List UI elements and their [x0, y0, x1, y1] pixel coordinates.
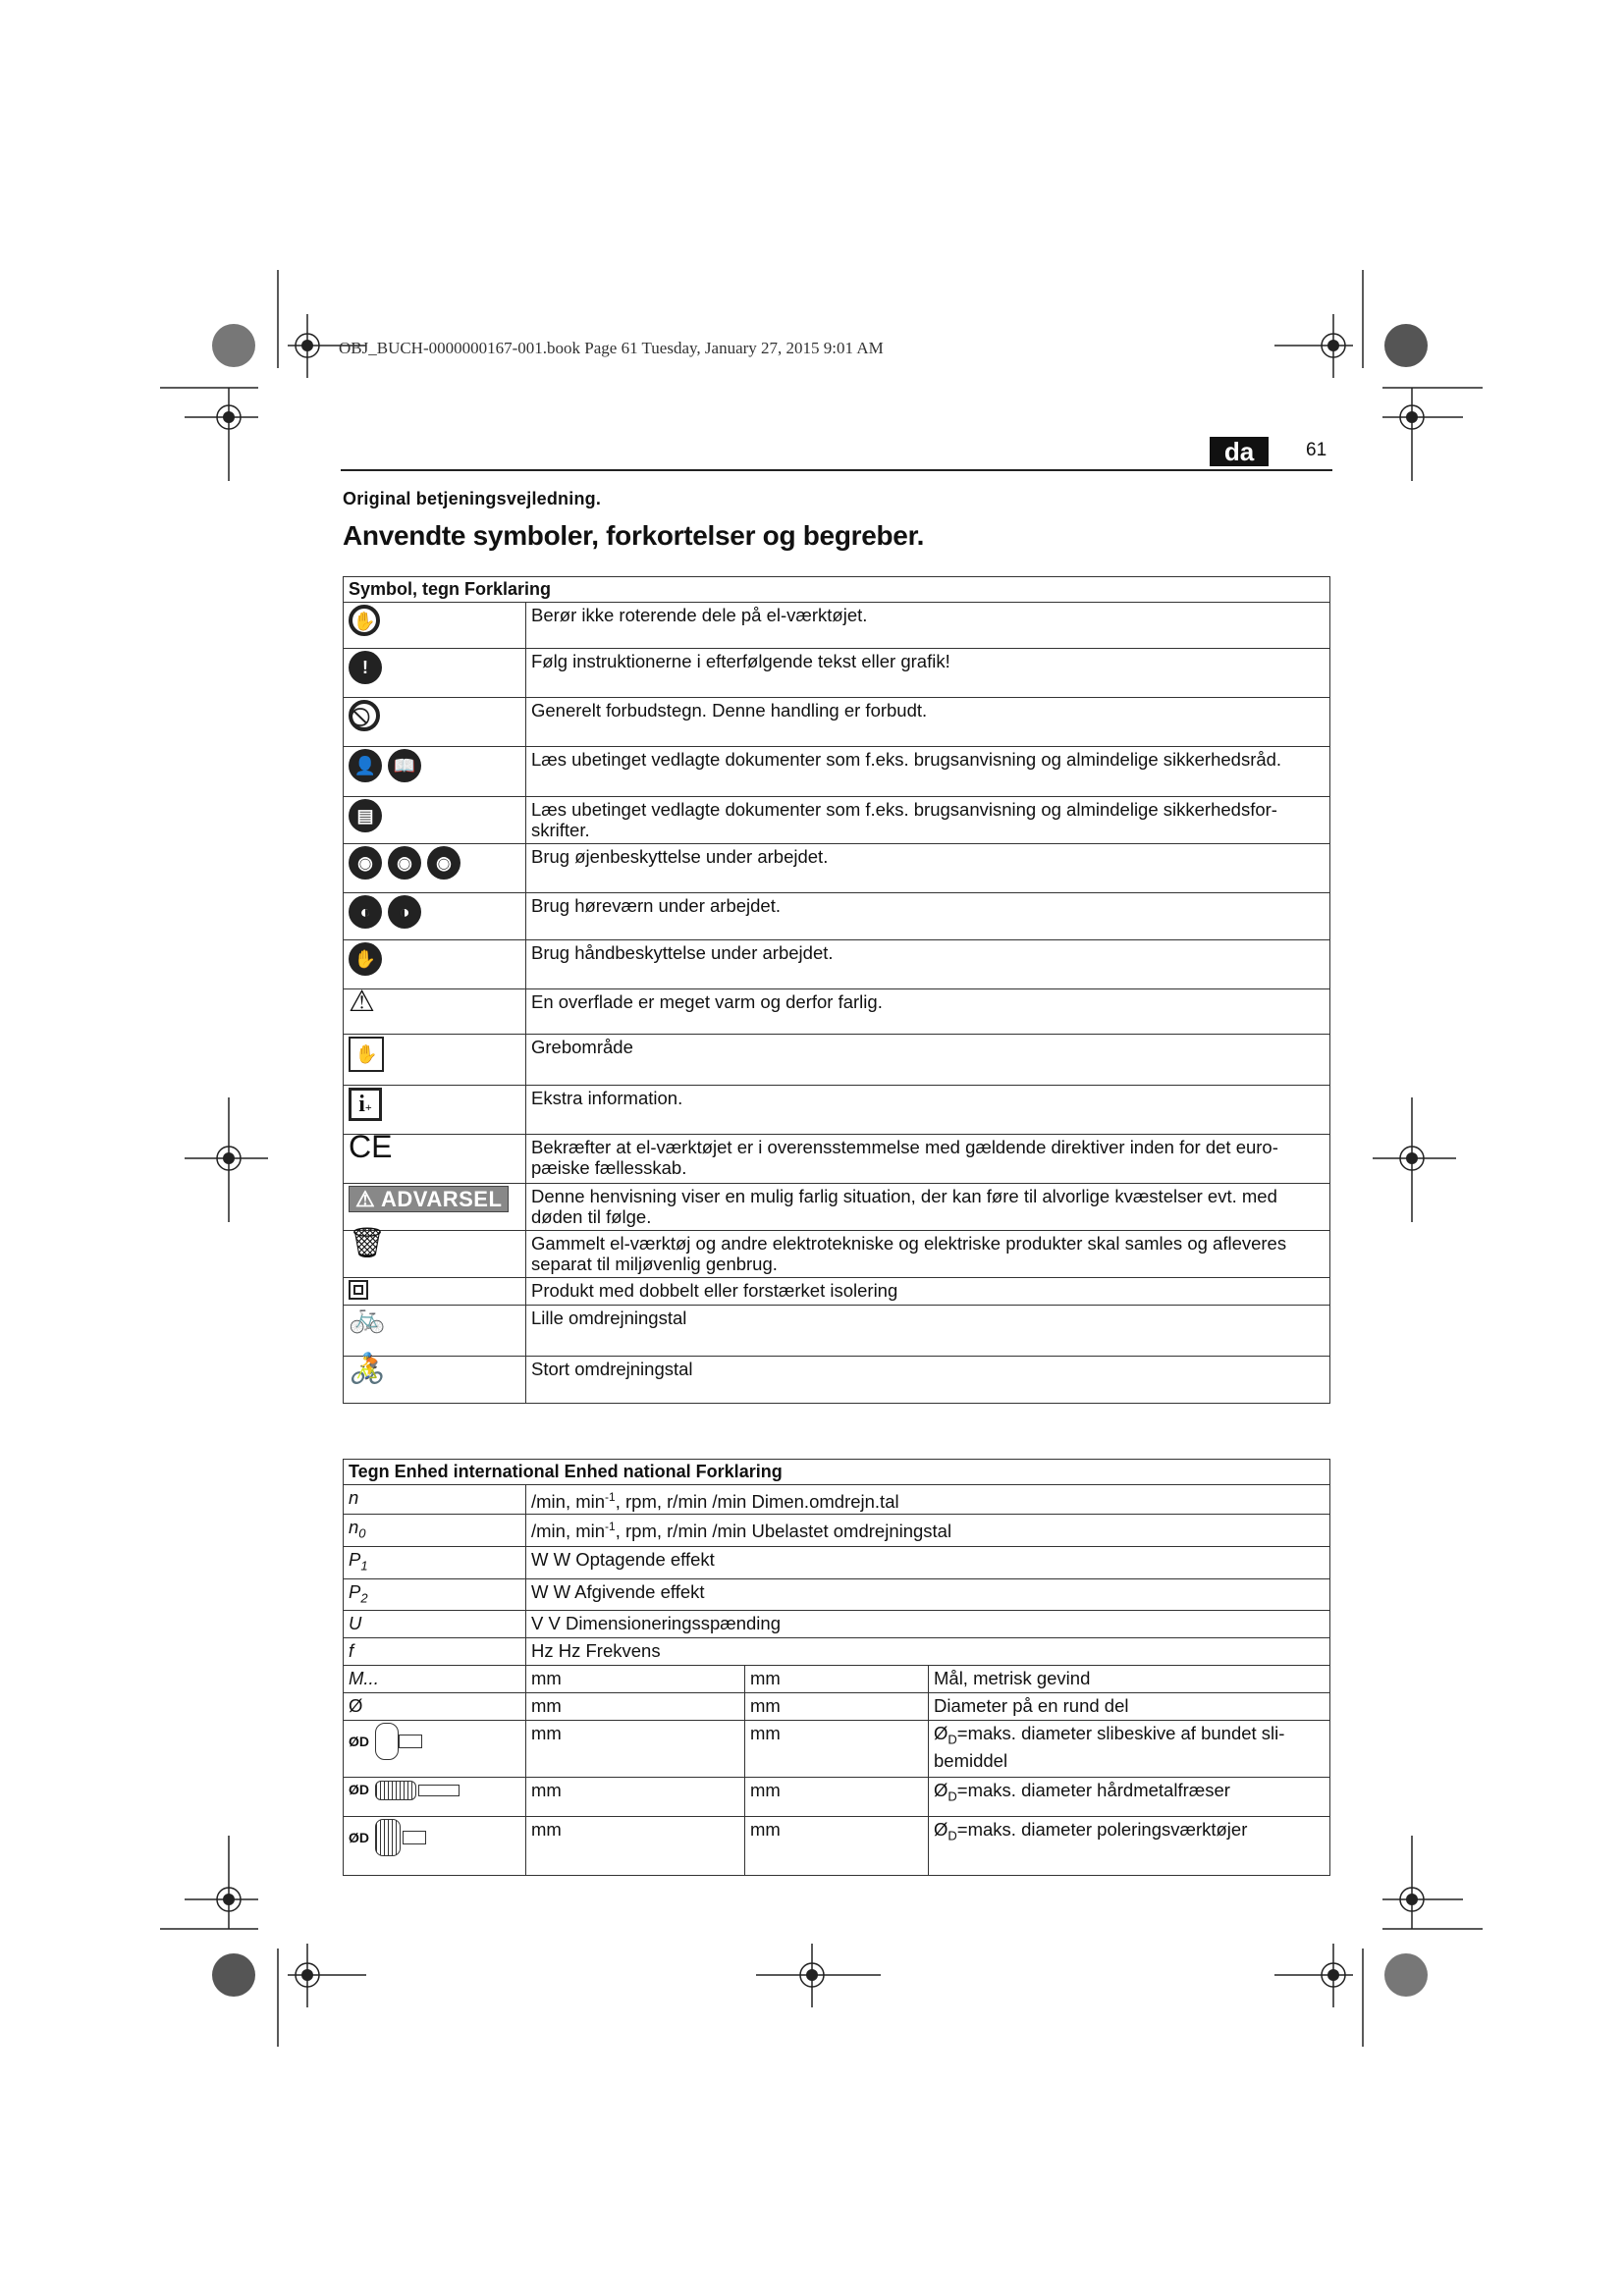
symbol-cell: $P_1$ — [344, 1546, 526, 1578]
row-text: Læs ubetinget vedlagte dokumenter som f.eks. brugsanvisning og almindelige sikkerhedsråd. — [526, 747, 1330, 797]
row-text: /min, $\min^{-1}$, rpm, r/min /min Dimen.omdrejn.tal — [526, 1485, 1330, 1515]
symbol-cell: $n_0$ — [344, 1515, 526, 1547]
row-text: Brug øjenbeskyttelse under arbejdet. — [526, 844, 1330, 893]
do-not-touch-rotating-icon: ✋ — [349, 605, 380, 636]
table-header-row — [344, 577, 1330, 603]
intl-unit: mm — [526, 1817, 745, 1876]
table-row — [344, 893, 1330, 940]
row-text: Brug høreværn under arbejdet. — [526, 893, 1330, 940]
table-row — [344, 989, 1330, 1035]
hearing-protection-icon: ◐ ◑ — [349, 895, 520, 929]
row-text: /min, $\min^{-1}$, rpm, r/min /min Ubelastet omdrejningstal — [526, 1515, 1330, 1547]
symbol-cell: $P_2$ — [344, 1578, 526, 1611]
symbols-table-header: Symbol, tegn Forklaring — [344, 577, 1330, 603]
table-row — [344, 698, 1330, 747]
document-subtitle: Original betjeningsvejledning. — [343, 489, 602, 508]
book-info-line: OBJ_BUCH-0000000167-001.book Page 61 Tuesday, January 27, 2015 9:01 AM — [339, 339, 884, 357]
explanation: $Ø_D=maks$. diameter poleringsværktøjer — [929, 1817, 1330, 1876]
table-row — [344, 1278, 1330, 1306]
row-text: V V Dimensioneringsspænding — [526, 1611, 1330, 1638]
row-text: Læs ubetinget vedlagte dokumenter som f.eks. brugsanvisning og almindelige sikkerhedsfor-skrifter. — [526, 797, 1330, 844]
explanation: $Ø_D=maks$. diameter hårdmetalfræser — [929, 1778, 1330, 1817]
row-text: Berør ikke roterende dele på el-værktøjet. — [526, 603, 1330, 649]
explanation: Diameter på en rund del — [929, 1693, 1330, 1721]
section-title: Anvendte symboler, forkortelser og begreber. — [343, 520, 925, 551]
ce-mark-icon: CE — [349, 1129, 393, 1164]
table-row — [344, 797, 1330, 844]
table-row — [344, 1086, 1330, 1135]
row-text: Bekræfter at el-værktøjet er i overensstemmelse med gældende direktiver inden for det euro-pæiske fællesskab. — [526, 1135, 1330, 1184]
row-text: Produkt med dobbelt eller forstærket isolering — [526, 1278, 1330, 1306]
symbol-cell: U — [344, 1611, 526, 1638]
page-number: 61 — [1306, 440, 1327, 460]
grip-area-icon: ✋ — [349, 1037, 384, 1072]
symbols-table — [343, 576, 1330, 1404]
intl-unit: mm — [526, 1721, 745, 1778]
intl-unit: mm — [526, 1693, 745, 1721]
row-text: W W Optagende effekt — [526, 1546, 1330, 1578]
hot-surface-icon: ⚠ — [349, 986, 375, 1018]
read-documents-icon: ▤ — [349, 799, 382, 832]
row-text: Brug håndbeskyttelse under arbejdet. — [526, 940, 1330, 989]
national-unit: mm — [745, 1778, 929, 1817]
table-row — [344, 649, 1330, 698]
row-text: Ekstra information. — [526, 1086, 1330, 1135]
explanation: Mål, metrisk gevind — [929, 1666, 1330, 1693]
row-text: Grebområde — [526, 1035, 1330, 1086]
info-icon: i+ — [349, 1088, 382, 1121]
row-text: Lille omdrejningstal — [526, 1306, 1330, 1357]
national-unit: mm — [745, 1721, 929, 1778]
table-row — [344, 1135, 1330, 1184]
table-row — [344, 1485, 1330, 1515]
explanation: $Ø_D=maks$. diameter slibeskive af bundet sli-bemiddel — [929, 1721, 1330, 1778]
table-row — [344, 1666, 1330, 1693]
table-header-row — [344, 1460, 1330, 1485]
table-row — [344, 844, 1330, 893]
header-rule — [341, 469, 1332, 471]
table-row — [344, 1578, 1330, 1611]
table-row — [344, 1035, 1330, 1086]
table-row — [344, 1546, 1330, 1578]
hand-protection-icon: ✋ — [349, 942, 382, 976]
table-row — [344, 940, 1330, 989]
symbol-cell: n — [344, 1485, 526, 1515]
table-row — [344, 1357, 1330, 1404]
row-text: Hz Hz Frekvens — [526, 1638, 1330, 1666]
table-row — [344, 1306, 1330, 1357]
table-row — [344, 1638, 1330, 1666]
table-row — [344, 1231, 1330, 1278]
table-row — [344, 747, 1330, 797]
table-row — [344, 1721, 1330, 1778]
intl-unit: mm — [526, 1778, 745, 1817]
slow-speed-icon: 🚲 — [349, 1302, 386, 1334]
row-text: Denne henvisning viser en mulig farlig situation, der kan føre til alvorlige kvæstelser evt. med døden til følge. — [526, 1184, 1330, 1231]
warning-badge: ⚠ ADVARSEL — [349, 1186, 509, 1212]
language-badge: da — [1210, 437, 1269, 466]
units-table-header: Tegn Enhed international Enhed national Forklaring — [344, 1460, 1330, 1485]
symbol-cell: f — [344, 1638, 526, 1666]
read-manual-icon: 👤 📖 — [349, 749, 520, 782]
table-row — [344, 1778, 1330, 1817]
row-text: Følg instruktionerne i efterfølgende tekst eller grafik! — [526, 649, 1330, 698]
carbide-cutter-tool-icon: ØD — [349, 1780, 520, 1800]
polishing-tool-icon: ØD — [349, 1819, 520, 1856]
row-text: Stort omdrejningstal — [526, 1357, 1330, 1404]
row-text: En overflade er meget varm og derfor farlig. — [526, 989, 1330, 1035]
row-text: W W Afgivende effekt — [526, 1578, 1330, 1611]
national-unit: mm — [745, 1817, 929, 1876]
intl-unit: mm — [526, 1666, 745, 1693]
national-unit: mm — [745, 1666, 929, 1693]
symbol-cell: M... — [344, 1666, 526, 1693]
table-row — [344, 1817, 1330, 1876]
row-text: Generelt forbudstegn. Denne handling er forbudt. — [526, 698, 1330, 747]
table-row — [344, 1184, 1330, 1231]
eye-protection-icon: ◉ ◉ ◉ — [349, 846, 520, 880]
symbol-cell: Ø — [344, 1693, 526, 1721]
exclamation-icon: ! — [349, 651, 382, 684]
table-row — [344, 1693, 1330, 1721]
grinding-wheel-tool-icon: ØD — [349, 1723, 520, 1760]
national-unit: mm — [745, 1693, 929, 1721]
table-row — [344, 1611, 1330, 1638]
row-text: Gammelt el-værktøj og andre elektrotekniske og elektriske produkter skal samles og afleveres separat til miljøvenlig genbrug. — [526, 1231, 1330, 1278]
fast-speed-icon: 🚴 — [349, 1353, 386, 1385]
weee-bin-icon: 🗑 — [349, 1227, 387, 1259]
table-row — [344, 1515, 1330, 1547]
units-table — [343, 1459, 1330, 1876]
double-insulation-icon — [349, 1280, 368, 1300]
table-row — [344, 603, 1330, 649]
prohibition-icon — [349, 700, 380, 731]
